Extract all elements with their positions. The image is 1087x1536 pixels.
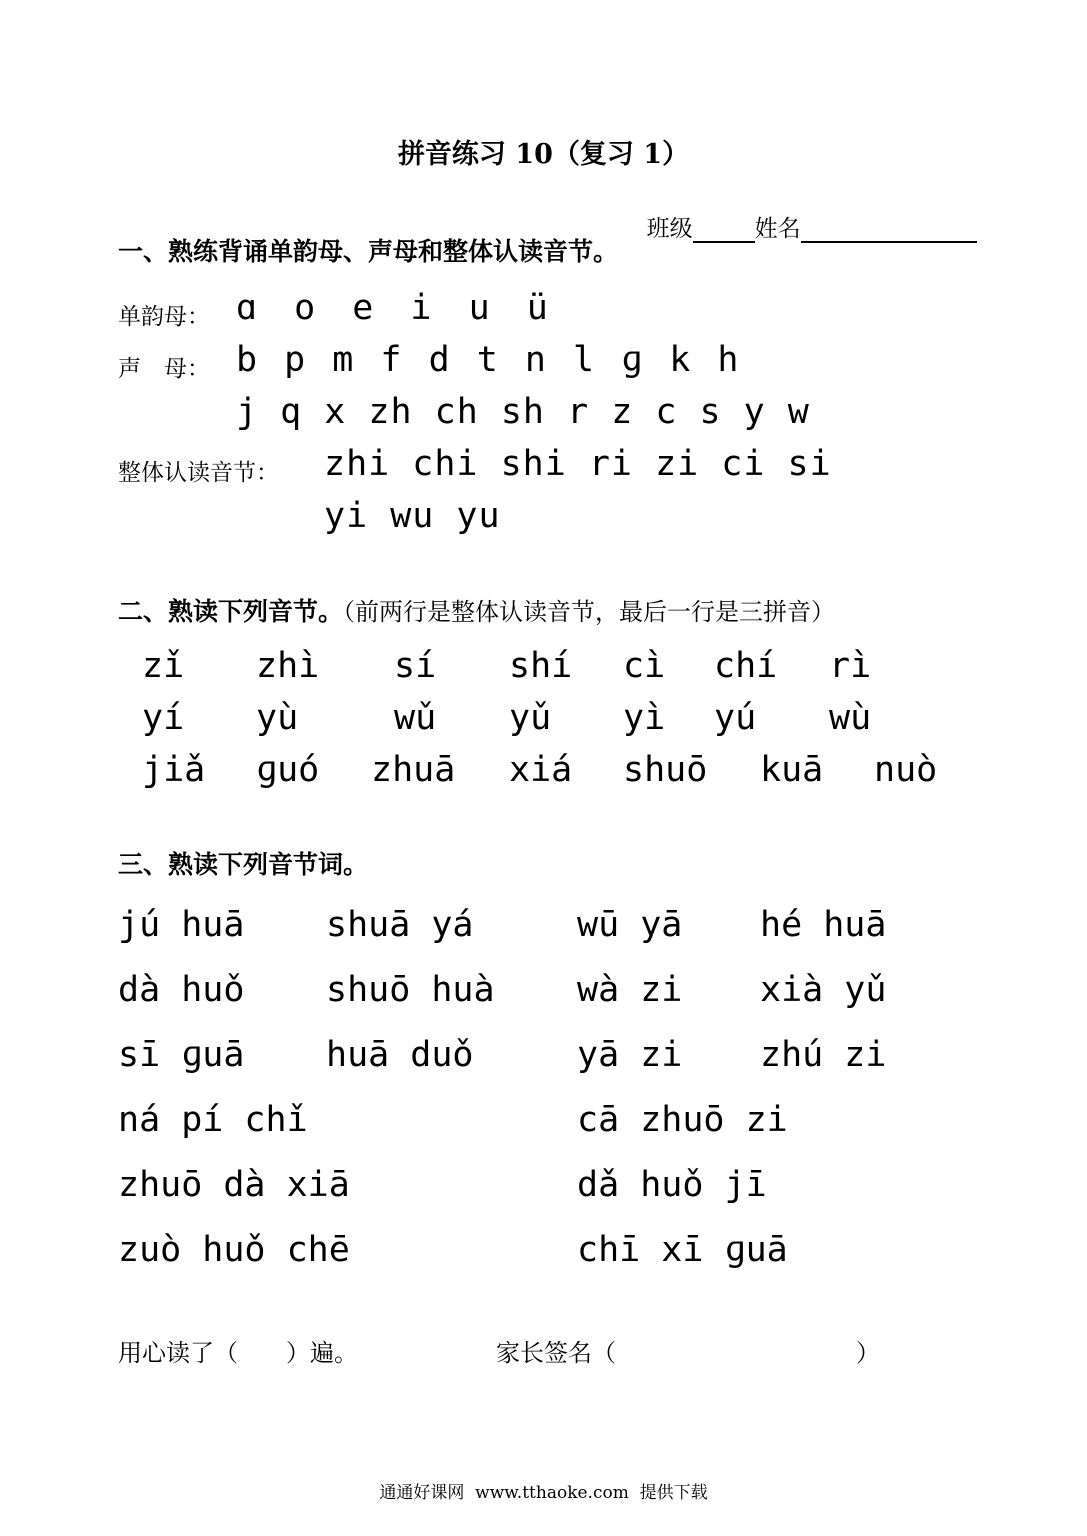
word: dà huǒ — [118, 970, 245, 1010]
whole-syllables-row-2: yi wu yu — [324, 496, 501, 536]
word: zuò huǒ chē — [118, 1230, 350, 1270]
syllable: ɡuó — [256, 750, 320, 790]
name-blank[interactable] — [801, 217, 977, 243]
section2-note: （前两行是整体认读音节，最后一行是三拼音） — [343, 598, 836, 626]
section2-title: 二、熟读下列音节。 — [118, 597, 344, 626]
section2-heading — [118, 592, 835, 628]
syllable: sí — [394, 646, 437, 686]
syllable: kuā — [760, 750, 824, 790]
word: zhuō dà xiā — [118, 1165, 350, 1205]
word: dǎ huǒ jī — [577, 1165, 767, 1205]
syllable: zhì — [256, 646, 320, 686]
class-name-fields — [632, 184, 977, 243]
word: zhú zi — [760, 1035, 887, 1075]
parent-signature-field[interactable]: 家长签名（ ） — [496, 1339, 880, 1367]
name-label: 姓名 — [754, 216, 801, 242]
syllable: zhuā — [371, 750, 456, 790]
syllable: shuō — [623, 750, 708, 790]
word: jú huā — [118, 905, 245, 945]
word: chī xī ɡuā — [577, 1230, 788, 1270]
word: huā duǒ — [326, 1035, 474, 1075]
page-title: 拼音练习 10（复习 1） — [397, 139, 690, 170]
syllable: shí — [509, 646, 573, 686]
source-credit: 通通好课网 www.tthaoke.com 提供下载 — [379, 1483, 708, 1503]
word: shuō huà — [326, 970, 495, 1010]
word: cā zhuō zi — [577, 1100, 788, 1140]
syllable: xiá — [509, 750, 573, 790]
syllable: yǔ — [509, 698, 552, 738]
word: wū yā — [577, 905, 683, 945]
syllable: yí — [142, 698, 185, 738]
class-blank[interactable] — [693, 217, 755, 243]
whole-syllables-label: 整体认读音节： — [118, 460, 279, 486]
syllable: cì — [623, 646, 666, 686]
initials-row-2: j q x zh ch sh r z c s y w — [236, 392, 810, 432]
word: yā zi — [577, 1035, 683, 1075]
syllable: wù — [829, 698, 872, 738]
word: sī ɡuā — [118, 1035, 245, 1075]
word: ná pí chǐ — [118, 1100, 308, 1140]
syllable: yù — [256, 698, 299, 738]
word: hé huā — [760, 905, 887, 945]
class-label: 班级 — [646, 216, 693, 242]
syllable: chí — [714, 646, 778, 686]
syllable: rì — [829, 646, 872, 686]
initials-row-1: b p m f d t n l ɡ k h — [236, 340, 742, 380]
syllable: nuò — [874, 750, 938, 790]
vowels-list: ɑ o e i u ü — [236, 288, 556, 328]
syllable: zǐ — [142, 646, 185, 686]
syllable: yì — [623, 698, 666, 738]
word: shuā yá — [326, 905, 474, 945]
initials-label: 声 母： — [118, 356, 210, 382]
read-times-field[interactable]: 用心读了（ ）遍。 — [118, 1339, 358, 1367]
vowels-label: 单韵母： — [118, 304, 210, 330]
word: xià yǔ — [760, 970, 887, 1010]
section1-heading: 一、熟练背诵单韵母、声母和整体认读音节。 — [118, 237, 619, 266]
syllable: jiǎ — [142, 750, 206, 790]
section3-heading: 三、熟读下列音节词。 — [118, 850, 369, 879]
syllable: wǔ — [394, 698, 437, 738]
whole-syllables-row-1: zhi chi shi ri zi ci si — [324, 444, 832, 484]
syllable: yú — [714, 698, 757, 738]
word: wà zi — [577, 970, 683, 1010]
